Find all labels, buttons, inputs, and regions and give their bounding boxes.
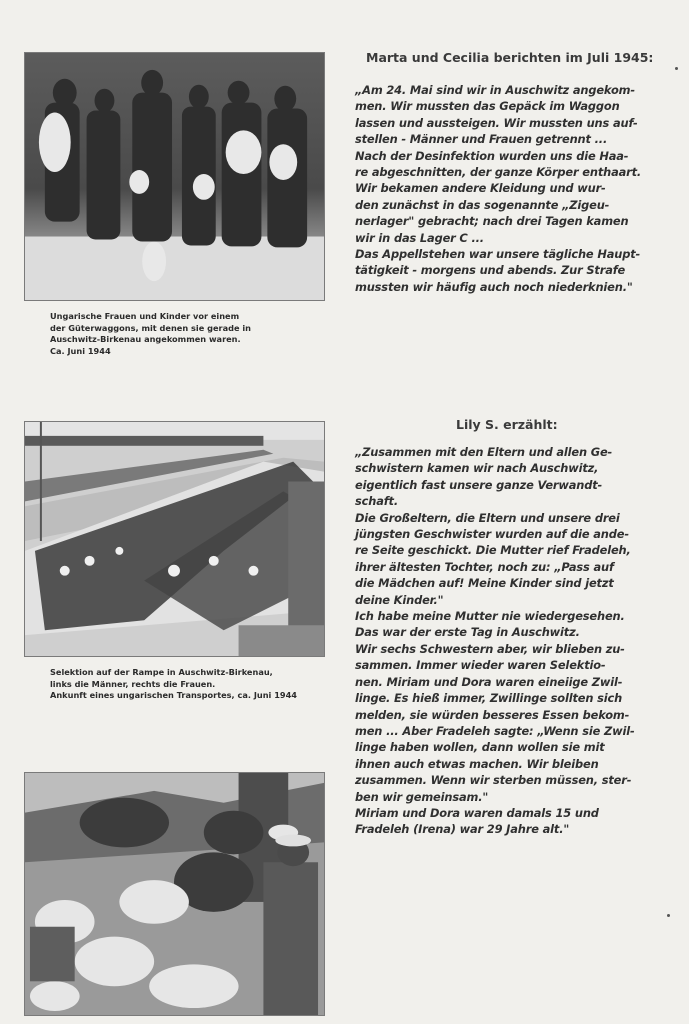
caption-line: Ankunft eines ungarischen Transportes, ca. Juni 1944 bbox=[50, 690, 297, 700]
quote-line: deine Kinder." bbox=[355, 592, 444, 607]
quote-line: nen. Miriam und Dora waren eineiige Zwil- bbox=[355, 674, 623, 689]
quote-line: sammen. Immer wieder waren Selektio- bbox=[355, 658, 606, 673]
quote-line: stellen - Männer und Frauen getrennt ... bbox=[355, 132, 608, 147]
caption-line: Auschwitz-Birkenau angekommen waren. bbox=[50, 334, 241, 344]
quote-line: schwistern kamen wir nach Auschwitz, bbox=[355, 461, 599, 476]
quote-line: men. Wir mussten das Gepäck im Waggon bbox=[355, 99, 620, 114]
quote-line: linge. Es hieß immer, Zwillinge sollten sich bbox=[355, 691, 623, 706]
quote-line: eigentlich fast unsere ganze Verwandt- bbox=[355, 477, 603, 492]
quote-line: Ich habe meine Mutter nie wiedergesehen. bbox=[355, 609, 625, 624]
quote-line: Die Großeltern, die Eltern und unsere drei bbox=[355, 510, 620, 525]
quote-line: men ... Aber Fradeleh sagte: „Wenn sie Zwil- bbox=[355, 723, 635, 738]
photo-selection-ramp-image bbox=[25, 422, 324, 656]
caption-line: Selektion auf der Rampe in Auschwitz-Birkenau, bbox=[50, 667, 273, 677]
quote-line: Fradeleh (Irena) war 29 Jahre alt." bbox=[355, 822, 570, 837]
quote-line: Wir bekamen andere Kleidung und wur- bbox=[355, 181, 606, 196]
quote-line: mussten wir häufig auch noch niederknien." bbox=[355, 279, 633, 294]
caption-line: Ungarische Frauen und Kinder vor einem bbox=[50, 311, 240, 321]
quote-line: wir in das Lager C ... bbox=[355, 230, 484, 245]
photo-women-children bbox=[24, 52, 325, 301]
quote-line: nerlager" gebracht; nach drei Tagen kamen bbox=[355, 214, 629, 229]
quote-line: Das Appellstehen war unsere tägliche Haupt- bbox=[355, 247, 641, 262]
quote-line: melden, sie würden besseres Essen bekom- bbox=[355, 707, 630, 722]
section2-quote bbox=[355, 444, 659, 838]
quote-line: schaft. bbox=[355, 494, 399, 509]
photo-luggage-soldier bbox=[24, 772, 325, 1016]
quote-line: jüngsten Geschwister wurden auf die ande- bbox=[355, 527, 629, 542]
decorative-dot bbox=[675, 67, 678, 70]
quote-line: ihnen auch etwas machen. Wir bleiben bbox=[355, 756, 599, 771]
photo1-caption bbox=[50, 311, 251, 357]
quote-line: „Am 24. Mai sind wir in Auschwitz angekom- bbox=[355, 83, 635, 97]
quote-line: re abgeschnitten, der ganze Körper enthaart. bbox=[355, 165, 642, 180]
quote-line: zusammen. Wenn wir sterben müssen, ster- bbox=[355, 773, 632, 788]
quote-line: ben wir gemeinsam." bbox=[355, 789, 489, 804]
photo2-caption bbox=[50, 667, 297, 702]
caption-line: der Güterwaggons, mit denen sie gerade in bbox=[50, 322, 251, 333]
quote-line: Wir sechs Schwestern aber, wir blieben zu- bbox=[355, 641, 625, 656]
photo-selection-ramp bbox=[24, 421, 325, 657]
quote-line: re Seite geschickt. Die Mutter rief Fradeleh, bbox=[355, 543, 631, 558]
caption-line: Ca. Juni 1944 bbox=[50, 345, 111, 356]
quote-line: Miriam und Dora waren damals 15 und bbox=[355, 805, 599, 820]
quote-line: Das war der erste Tag in Auschwitz. bbox=[355, 625, 580, 640]
quote-line: lassen und aussteigen. Wir mussten uns auf- bbox=[355, 115, 638, 130]
photo-luggage-soldier-image bbox=[25, 773, 324, 1015]
quote-line: tätigkeit - morgens und abends. Zur Strafe bbox=[355, 263, 626, 278]
quote-line: „Zusammen mit den Eltern und allen Ge- bbox=[355, 445, 613, 459]
section1-title: Marta und Cecilia berichten im Juli 1945: bbox=[366, 50, 654, 65]
decorative-dot bbox=[667, 914, 670, 917]
quote-line: den zunächst in das sogenannte „Zigeu- bbox=[355, 197, 610, 212]
section1-quote bbox=[355, 82, 659, 295]
quote-line: linge haben wollen, dann wollen sie mit bbox=[355, 740, 605, 755]
quote-line: die Mädchen auf! Meine Kinder sind jetzt bbox=[355, 576, 614, 591]
section2-title: Lily S. erzählt: bbox=[456, 417, 558, 432]
photo-women-children-image bbox=[25, 53, 324, 300]
quote-line: Nach der Desinfektion wurden uns die Haa- bbox=[355, 148, 629, 163]
caption-line: links die Männer, rechts die Frauen. bbox=[50, 678, 216, 689]
quote-line: ihrer ältesten Tochter, noch zu: „Pass auf bbox=[355, 559, 614, 574]
